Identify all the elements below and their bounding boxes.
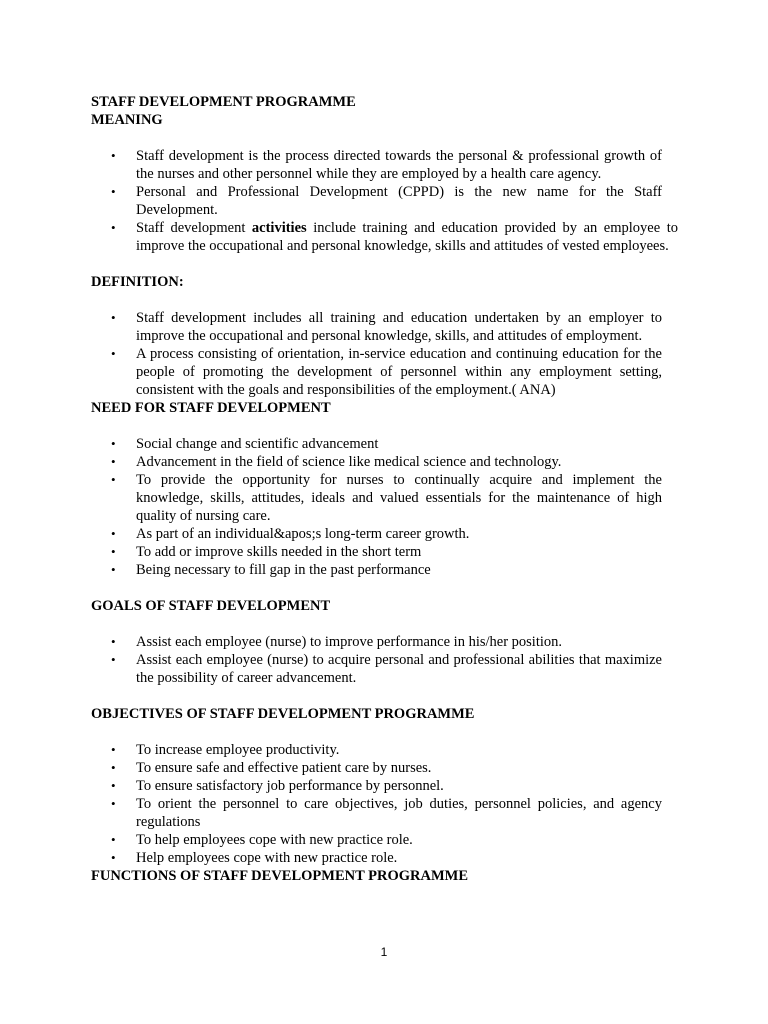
need-heading: NEED FOR STAFF DEVELOPMENT — [91, 400, 331, 416]
document-title: STAFF DEVELOPMENT PROGRAMME — [91, 94, 356, 110]
list-item-text: Staff development — [136, 220, 252, 236]
list-item — [91, 741, 662, 759]
bullet-icon: • — [111, 184, 116, 199]
bullet-icon: • — [111, 634, 116, 649]
list-item-text: To help employees cope with new practice role. — [136, 832, 413, 848]
bullet-icon: • — [111, 760, 116, 775]
list-item-text: A process consisting of orientation, in-service education and continuing education for the people of promoting the development of personnel within any employment setting, consistent with the goals and responsibilities of the employment.( ANA) — [136, 346, 662, 398]
list-item-text: Staff development includes all training and education undertaken by an employer to improve the occupational and personal knowledge, skills, and attitudes of employment. — [136, 310, 662, 344]
list-item-text: Being necessary to fill gap in the past performance — [136, 562, 431, 578]
list-item — [91, 849, 662, 867]
spacer — [91, 723, 662, 741]
bullet-icon: • — [111, 562, 116, 577]
functions-heading: FUNCTIONS OF STAFF DEVELOPMENT PROGRAMME — [91, 868, 469, 884]
objectives-list — [91, 741, 662, 867]
bullet-icon: • — [111, 778, 116, 793]
list-item-text: Assist each employee (nurse) to acquire personal and professional abilities that maximize the possibility of career advancement. — [136, 652, 662, 686]
list-item-text: To provide the opportunity for nurses to continually acquire and implement the knowledge, skills, attitudes, ideals and valued essentials for the maintenance of high quality of nursing care. — [136, 472, 662, 524]
spacer — [91, 615, 662, 633]
list-item — [91, 831, 662, 849]
bullet-icon: • — [111, 544, 116, 559]
definition-heading: DEFINITION: — [91, 274, 184, 290]
list-item — [91, 471, 662, 525]
bullet-icon: • — [111, 436, 116, 451]
spacer — [91, 255, 662, 273]
bullet-icon: • — [111, 832, 116, 847]
meaning-list — [91, 147, 678, 255]
meaning-heading: MEANING — [91, 112, 163, 128]
list-item-text: To orient the personnel to care objectives, job duties, personnel policies, and agency regulations — [136, 796, 662, 830]
list-item — [91, 561, 662, 579]
emphasized-text: activities — [251, 220, 307, 236]
spacer — [91, 129, 662, 147]
list-item — [91, 795, 662, 831]
bullet-icon: • — [111, 742, 116, 757]
list-item-text: Staff development is the process directed towards the personal & professional growth of the nurses and other personnel while they are employed by a health care agency. — [136, 148, 662, 182]
document-body — [91, 93, 678, 885]
list-item — [91, 309, 662, 345]
bullet-icon: • — [111, 454, 116, 469]
list-item — [91, 759, 662, 777]
list-item-text: Help employees cope with new practice role. — [136, 850, 398, 866]
spacer — [91, 579, 662, 597]
bullet-icon: • — [111, 850, 116, 865]
list-item-text: To ensure satisfactory job performance by personnel. — [136, 778, 444, 794]
list-item-text: Advancement in the field of science like medical science and technology. — [136, 454, 562, 470]
list-item — [91, 525, 662, 543]
list-item — [91, 435, 662, 453]
list-item — [91, 633, 662, 651]
spacer — [91, 291, 662, 309]
list-item-text: include training and education provided by an employee to improve the occupational and personal knowledge, skills and attitudes of vested employees. — [136, 220, 678, 254]
list-item-text: To ensure safe and effective patient care by nurses. — [136, 760, 432, 776]
list-item — [91, 219, 678, 255]
goals-list — [91, 633, 662, 687]
bullet-icon: • — [111, 220, 116, 235]
list-item-text: Social change and scientific advancement — [136, 436, 379, 452]
list-item — [91, 183, 662, 219]
bullet-icon: • — [111, 796, 116, 811]
need-list — [91, 435, 662, 579]
list-item — [91, 147, 662, 183]
list-item — [91, 777, 662, 795]
bullet-icon: • — [111, 346, 116, 361]
objectives-heading: OBJECTIVES OF STAFF DEVELOPMENT PROGRAMME — [91, 706, 475, 722]
bullet-icon: • — [111, 148, 116, 163]
bullet-icon: • — [111, 472, 116, 487]
list-item-text: To increase employee productivity. — [136, 742, 340, 758]
bullet-icon: • — [111, 310, 116, 325]
bullet-icon: • — [111, 652, 116, 667]
goals-heading: GOALS OF STAFF DEVELOPMENT — [91, 598, 331, 614]
list-item — [91, 453, 662, 471]
spacer — [91, 417, 662, 435]
list-item-text: Assist each employee (nurse) to improve performance in his/her position. — [136, 634, 563, 650]
bullet-icon: • — [111, 526, 116, 541]
spacer — [91, 687, 662, 705]
list-item-text: As part of an individual&apos;s long-term career growth. — [136, 526, 470, 542]
list-item-text: Personal and Professional Development (CPPD) is the new name for the Staff Development. — [136, 184, 662, 218]
list-item — [91, 345, 662, 399]
page-number: 1 — [380, 945, 388, 959]
list-item — [91, 543, 662, 561]
list-item — [91, 651, 662, 687]
definition-list — [91, 309, 662, 399]
list-item-text: To add or improve skills needed in the short term — [136, 544, 422, 560]
